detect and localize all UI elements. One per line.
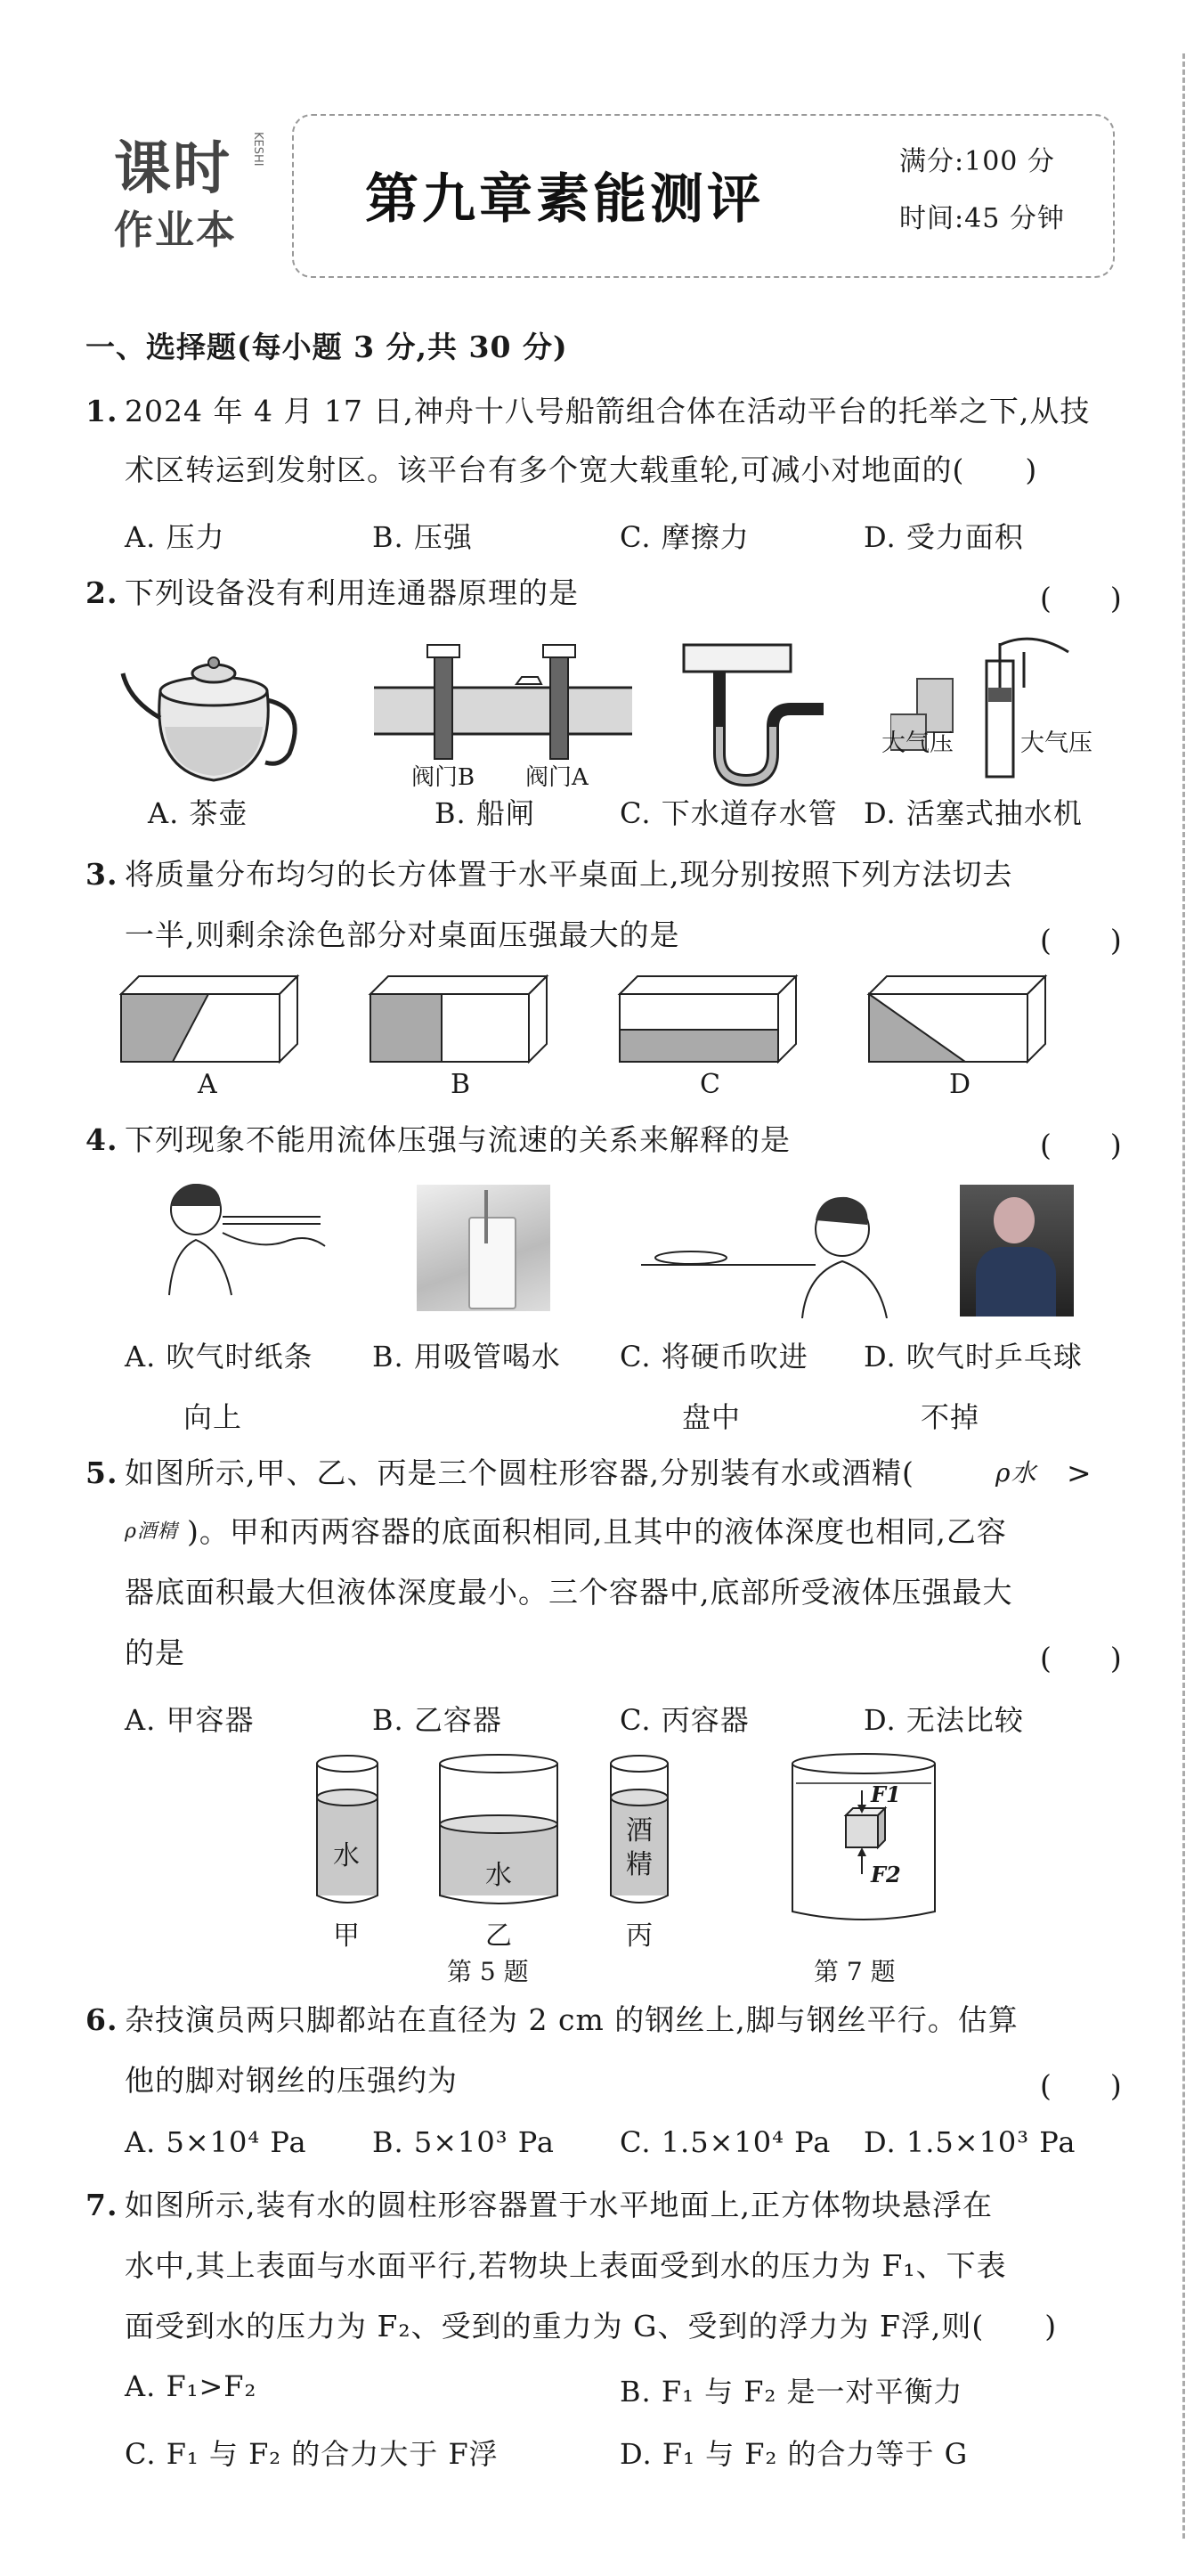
q1-option-b: B. 压强 xyxy=(372,520,473,554)
atm-pressure-left: 大气压 xyxy=(881,730,954,757)
fig5-caption: 第 5 题 xyxy=(447,1957,529,1986)
container-yi-liquid: 水 xyxy=(485,1860,512,1891)
q5-line1: 如图所示,甲、乙、丙是三个圆柱形容器,分别装有水或酒精( xyxy=(125,1455,914,1490)
logo-side-text: KESHI xyxy=(251,132,264,167)
q3-label-a: A xyxy=(198,1069,217,1100)
q5-option-b: B. 乙容器 xyxy=(372,1703,502,1737)
q6-line2: 他的脚对钢丝的压强约为 xyxy=(125,2063,458,2098)
q4-option-b: B. 用吸管喝水 xyxy=(372,1340,561,1374)
q3-number: 3. xyxy=(85,857,118,892)
q4-option-a-cont: 向上 xyxy=(183,1400,243,1434)
q1-option-d: D. 受力面积 xyxy=(864,520,1024,554)
q3-label-c: C xyxy=(700,1069,720,1100)
q7-line2: 水中,其上表面与水面平行,若物块上表面受到水的压力为 F₁、下表 xyxy=(125,2248,1007,2283)
q6-option-c: C. 1.5×10⁴ Pa xyxy=(620,2125,832,2159)
q5-line2: )。甲和丙两容器的底面积相同,且其中的液体深度也相同,乙容 xyxy=(187,1514,1007,1549)
blow-paper-figure xyxy=(151,1170,329,1304)
section-heading: 一、选择题(每小题 3 分,共 30 分) xyxy=(85,330,568,364)
q3-line1: 将质量分布均匀的长方体置于水平桌面上,现分别按照下列方法切去 xyxy=(125,857,1013,892)
block-a xyxy=(121,976,297,1062)
q2-answer-paren: ( ) xyxy=(1040,581,1122,615)
container-bing-liquid-1: 酒 xyxy=(626,1815,653,1846)
block-c xyxy=(620,976,796,1062)
q6-answer-paren: ( ) xyxy=(1040,2068,1122,2103)
drain-trap-figure xyxy=(677,638,828,789)
q4-option-c-cont: 盘中 xyxy=(682,1400,742,1434)
q2-option-d: D. 活塞式抽水机 xyxy=(864,796,1083,830)
q7-option-d: D. F₁ 与 F₂ 的合力等于 G xyxy=(620,2437,969,2471)
logo-top-text: 课时 xyxy=(114,136,231,202)
q5-option-c: C. 丙容器 xyxy=(620,1703,750,1737)
q4-option-d-cont: 不掉 xyxy=(921,1400,980,1434)
q3-label-b: B xyxy=(451,1069,471,1100)
q7-option-b: B. F₁ 与 F₂ 是一对平衡力 xyxy=(620,2375,963,2409)
fig7-caption: 第 7 题 xyxy=(814,1957,896,1986)
q5-number: 5. xyxy=(85,1455,118,1490)
container-jia xyxy=(317,1756,378,1903)
q5-answer-paren: ( ) xyxy=(1040,1641,1122,1675)
q5-line3: 器底面积最大但液体深度最小。三个容器中,底部所受液体压强最大 xyxy=(125,1575,1013,1610)
valve-a-label: 阀门A xyxy=(525,764,589,791)
q6-option-b: B. 5×10³ Pa xyxy=(372,2125,555,2159)
q4-answer-paren: ( ) xyxy=(1040,1128,1122,1162)
valve-b-label: 阀门B xyxy=(411,764,475,791)
q3-blocks-figure xyxy=(119,974,1125,1064)
q1-line1: 2024 年 4 月 17 日,神舟十八号船箭组合体在活动平台的托举之下,从技 xyxy=(125,394,1091,428)
page-edge-line xyxy=(1182,53,1185,2539)
q2-line1: 下列设备没有利用连通器原理的是 xyxy=(125,575,579,610)
full-score: 满分:100 分 xyxy=(899,146,1055,177)
q1-line2: 术区转运到发射区。该平台有多个宽大载重轮,可减小对地面的( ) xyxy=(125,452,1038,487)
straw-drink-photo xyxy=(417,1185,550,1311)
q6-option-a: A. 5×10⁴ Pa xyxy=(125,2125,307,2159)
force-f2-label: F2 xyxy=(871,1862,901,1887)
q7-option-a: A. F₁>F₂ xyxy=(125,2369,257,2403)
piston-pump-figure xyxy=(890,634,1104,786)
container-jia-label: 甲 xyxy=(333,1920,360,1952)
container-yi-label: 乙 xyxy=(485,1920,512,1952)
q6-number: 6. xyxy=(85,2002,118,2037)
q1-option-a: A. 压力 xyxy=(125,520,225,554)
rho-water: ρ水 xyxy=(995,1458,1037,1488)
block-b xyxy=(370,976,547,1062)
q3-answer-paren: ( ) xyxy=(1040,923,1122,958)
q4-option-a: A. 吹气时纸条 xyxy=(125,1340,313,1374)
q5-option-d: D. 无法比较 xyxy=(864,1703,1024,1737)
q3-label-d: D xyxy=(949,1069,971,1100)
time-limit: 时间:45 分钟 xyxy=(899,203,1065,234)
q4-line1: 下列现象不能用流体压强与流速的关系来解释的是 xyxy=(125,1122,791,1157)
atm-pressure-right: 大气压 xyxy=(1020,730,1092,757)
q5-option-a: A. 甲容器 xyxy=(125,1703,255,1737)
q4-option-c: C. 将硬币吹进 xyxy=(620,1340,808,1374)
q2-option-b: B. 船闸 xyxy=(435,796,535,830)
logo-bottom-text: 作业本 xyxy=(114,208,237,253)
container-bing-liquid-2: 精 xyxy=(626,1849,653,1880)
q5-line4: 的是 xyxy=(125,1635,185,1670)
pingpong-photo xyxy=(960,1185,1074,1317)
q7-container-figure xyxy=(784,1751,944,1929)
force-f1-label: F1 xyxy=(871,1781,901,1807)
q7-option-c: C. F₁ 与 F₂ 的合力大于 F浮 xyxy=(125,2437,499,2471)
q7-line3: 面受到水的压力为 F₂、受到的重力为 G、受到的浮力为 F浮,则( ) xyxy=(125,2309,1058,2344)
block-d xyxy=(869,976,1045,1062)
q1-number: 1. xyxy=(85,394,118,428)
container-bing-label: 丙 xyxy=(626,1920,653,1952)
greater-than-sign: > xyxy=(1067,1455,1092,1490)
q2-option-c: C. 下水道存水管 xyxy=(620,796,838,830)
container-jia-liquid: 水 xyxy=(333,1840,360,1871)
blow-coin-figure xyxy=(638,1176,896,1318)
q4-number: 4. xyxy=(85,1122,118,1157)
page-title: 第九章素能测评 xyxy=(365,168,764,231)
q2-number: 2. xyxy=(85,575,118,610)
q7-number: 7. xyxy=(85,2188,118,2222)
teapot-figure xyxy=(116,638,312,789)
q1-option-c: C. 摩擦力 xyxy=(620,520,750,554)
q7-line1: 如图所示,装有水的圆柱形容器置于水平地面上,正方体物块悬浮在 xyxy=(125,2188,993,2222)
q4-option-d: D. 吹气时乒乓球 xyxy=(864,1340,1083,1374)
q6-option-d: D. 1.5×10³ Pa xyxy=(864,2125,1076,2159)
q6-line1: 杂技演员两只脚都站在直径为 2 cm 的钢丝上,脚与钢丝平行。估算 xyxy=(125,2002,1019,2037)
q2-option-a: A. 茶壶 xyxy=(148,796,248,830)
q3-line2: 一半,则剩余涂色部分对桌面压强最大的是 xyxy=(125,917,680,952)
rho-alcohol: ρ酒精 xyxy=(125,1520,178,1543)
